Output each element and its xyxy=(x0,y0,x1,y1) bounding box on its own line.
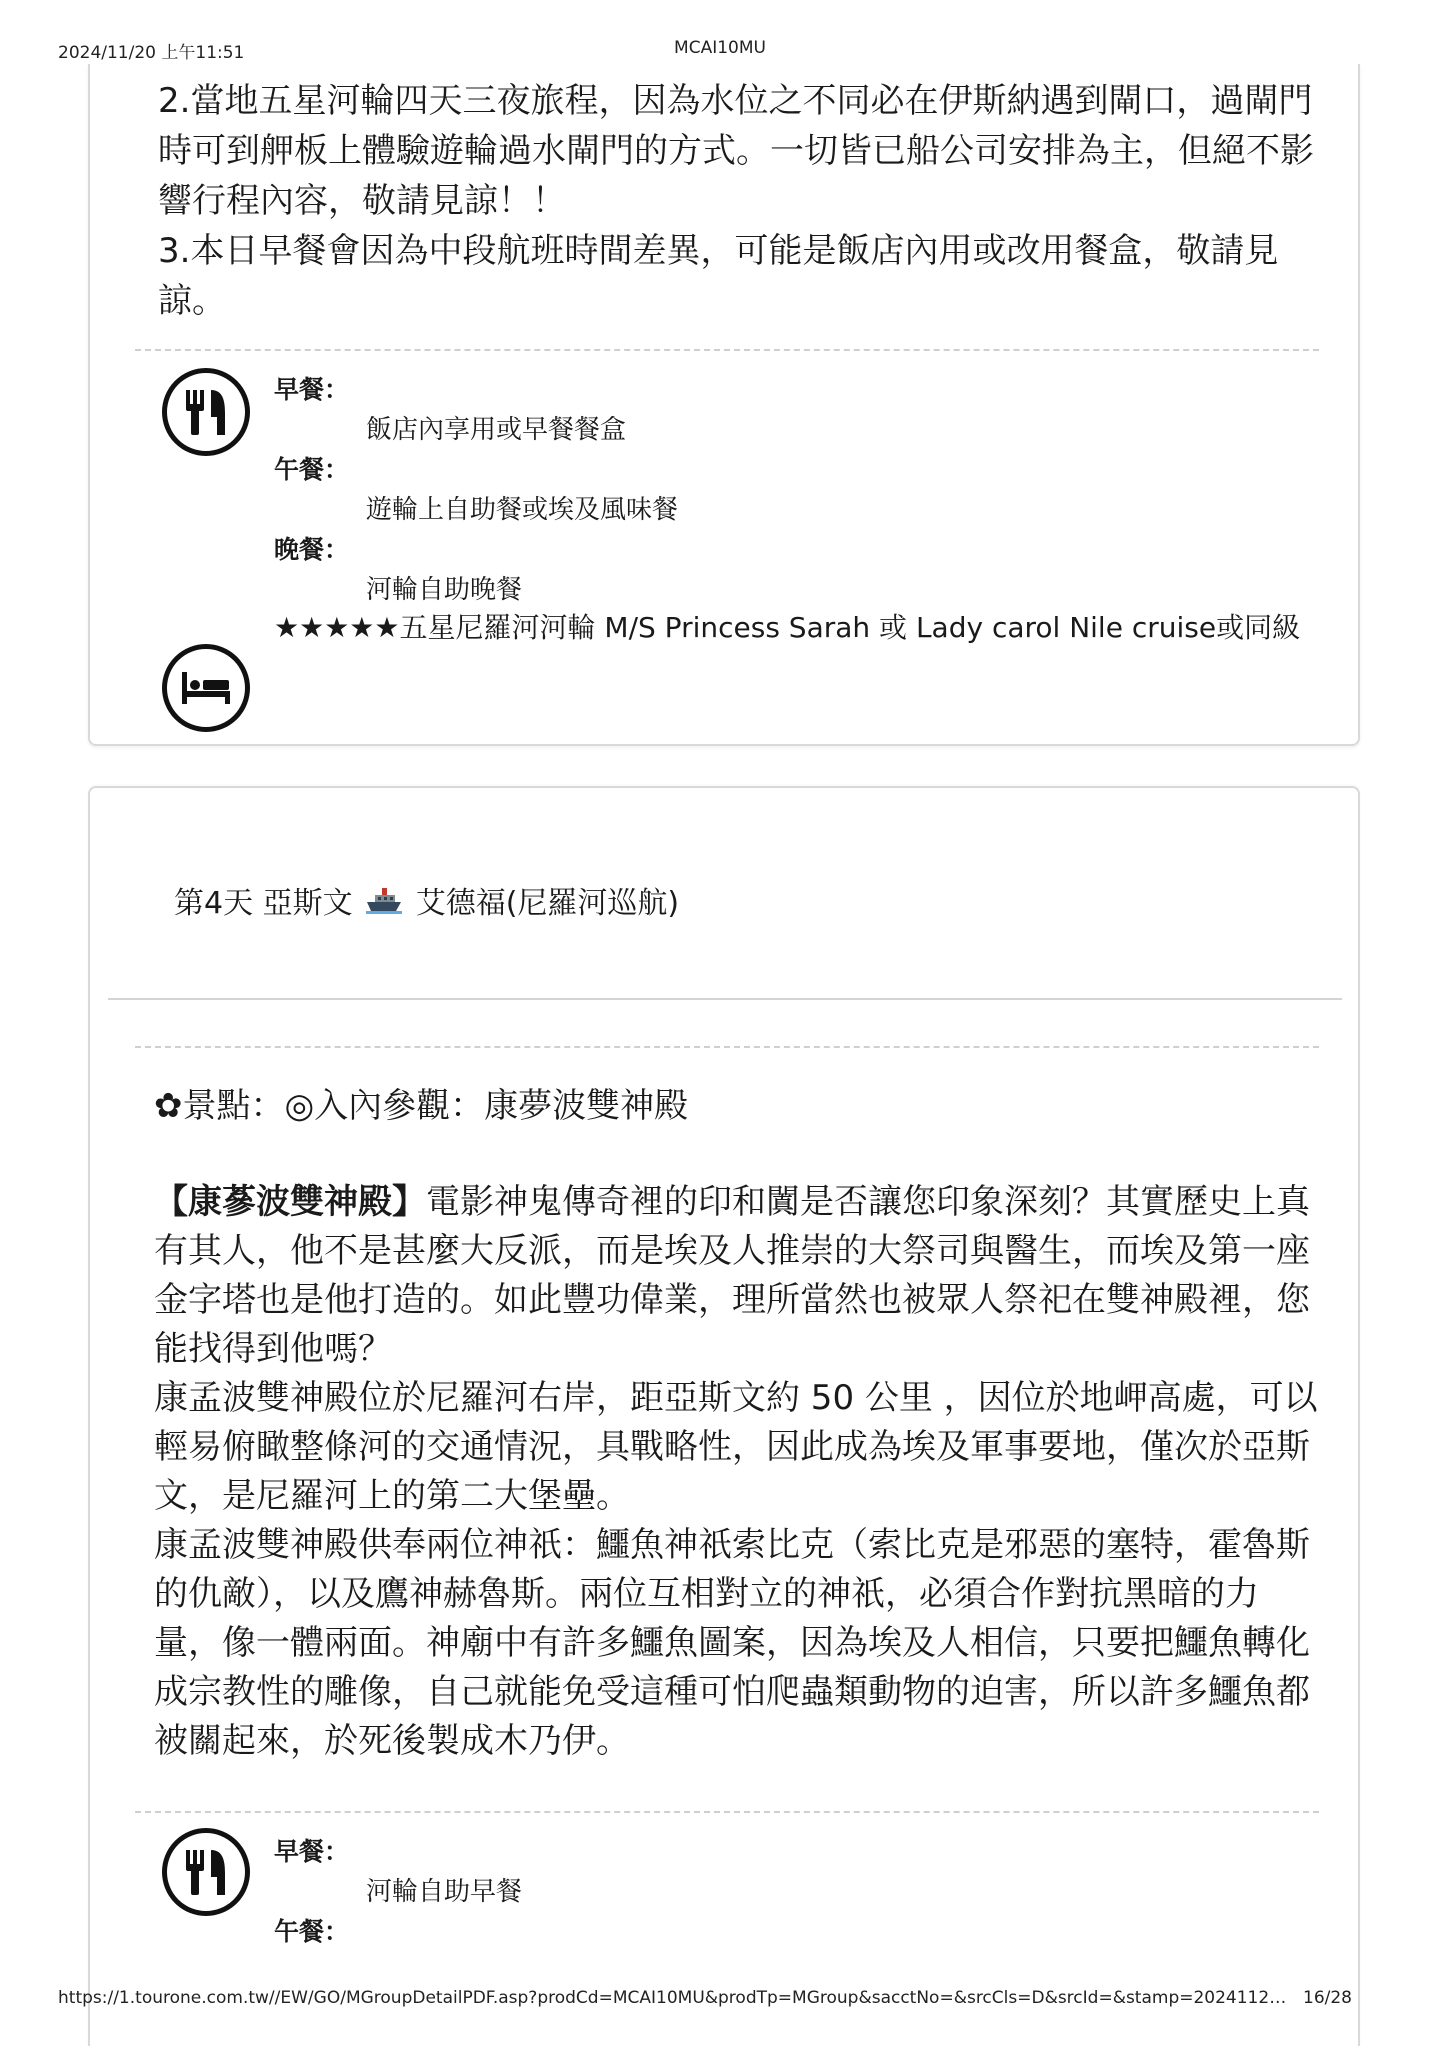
attraction-description xyxy=(154,1178,1324,1766)
fork-knife-icon xyxy=(162,1828,250,1916)
day3-card xyxy=(88,64,1360,746)
hotel-text: ★★★★★五星尼羅河河輪 M/S Princess Sarah 或 Lady carol Nile cruise或同級 xyxy=(274,611,1301,644)
ship-icon xyxy=(366,885,402,925)
desc-text-1: 電影神鬼傳奇裡的印和闐是否讓您印象深刻？其實歷史上真有其人，他不是甚麼大反派，而是埃及人推崇的大祭司與醫生，而埃及第一座金字塔也是他打造的。如此豐功偉業，理所當然也被眾人祭祀在雙神殿裡，您能找得到他嗎？ xyxy=(154,1182,1310,1369)
day4-title xyxy=(174,884,679,925)
fork-knife-icon xyxy=(162,368,250,456)
breakfast-label: 早餐： xyxy=(274,1837,350,1866)
page-number: 16/28 xyxy=(1303,1988,1352,2008)
bed-icon xyxy=(162,644,250,732)
breakfast-value: 河輪自助早餐 xyxy=(366,1877,523,1907)
print-footer xyxy=(58,1988,1382,2012)
lunch-label: 午餐： xyxy=(274,455,350,484)
print-product-code: MCAI10MU xyxy=(674,38,766,58)
day4-title-suffix: 艾德福(尼羅河巡航) xyxy=(415,886,680,921)
lunch-value: 遊輪上自助餐或埃及風味餐 xyxy=(366,495,679,525)
desc-paragraph-2: 康孟波雙神殿位於尼羅河右岸，距亞斯文約 50 公里 ，因位於地岬高處，可以輕易俯瞰整條河的交通情況，具戰略性，因此成為埃及軍事要地，僅次於亞斯文，是尼羅河上的第二大堡壘。 xyxy=(154,1378,1318,1516)
dinner-label: 晚餐： xyxy=(274,535,350,564)
spot-line: ✿景點：◎入內參觀：康夢波雙神殿 xyxy=(154,1086,689,1126)
day4-title-prefix: 第4天 亞斯文 xyxy=(174,886,353,921)
day4-card xyxy=(88,786,1360,2046)
print-header xyxy=(58,38,1382,62)
note-3: 3.本日早餐會因為中段航班時間差異，可能是飯店內用或改用餐盒，敬請見諒。 xyxy=(158,231,1279,321)
print-datetime: 2024/11/20 上午11:51 xyxy=(58,43,245,63)
lunch-label: 午餐： xyxy=(274,1917,350,1946)
title-divider xyxy=(108,998,1342,1000)
dashed-divider xyxy=(135,1046,1319,1048)
attraction-name: 【康蔘波雙神殿】 xyxy=(154,1182,426,1222)
dinner-value: 河輪自助晚餐 xyxy=(366,575,523,605)
breakfast-value: 飯店內享用或早餐餐盒 xyxy=(366,415,627,445)
print-url[interactable]: https://1.tourone.com.tw//EW/GO/MGroupDetailPDF.asp?prodCd=MCAI10MU&prodTp=MGroup&sacctNo=&srcCls=D&srcId=&stamp=2024112… xyxy=(58,1988,1287,2008)
desc-paragraph-3: 康孟波雙神殿供奉兩位神祇：鱷魚神祇索比克（索比克是邪惡的塞特，霍魯斯的仇敵），以及鷹神赫魯斯。兩位互相對立的神祇，必須合作對抗黑暗的力量，像一體兩面。神廟中有許多鱷魚圖案，因為埃及人相信，只要把鱷魚轉化成宗教性的雕像，自己就能免受這種可怕爬蟲類動物的迫害，所以許多鱷魚都被關起來，於死後製成木乃伊。 xyxy=(154,1525,1310,1761)
dashed-divider xyxy=(135,1811,1319,1813)
day3-notes xyxy=(158,76,1318,326)
desc-paragraph-1 xyxy=(154,1178,1324,1374)
note-2: 2.當地五星河輪四天三夜旅程，因為水位之不同必在伊斯納遇到閘口，過閘門時可到舺板上體驗遊輪過水閘門的方式。一切皆已船公司安排為主，但絕不影響行程內容，敬請見諒！！ xyxy=(158,81,1314,221)
breakfast-label: 早餐： xyxy=(274,375,350,404)
dashed-divider xyxy=(135,349,1319,351)
